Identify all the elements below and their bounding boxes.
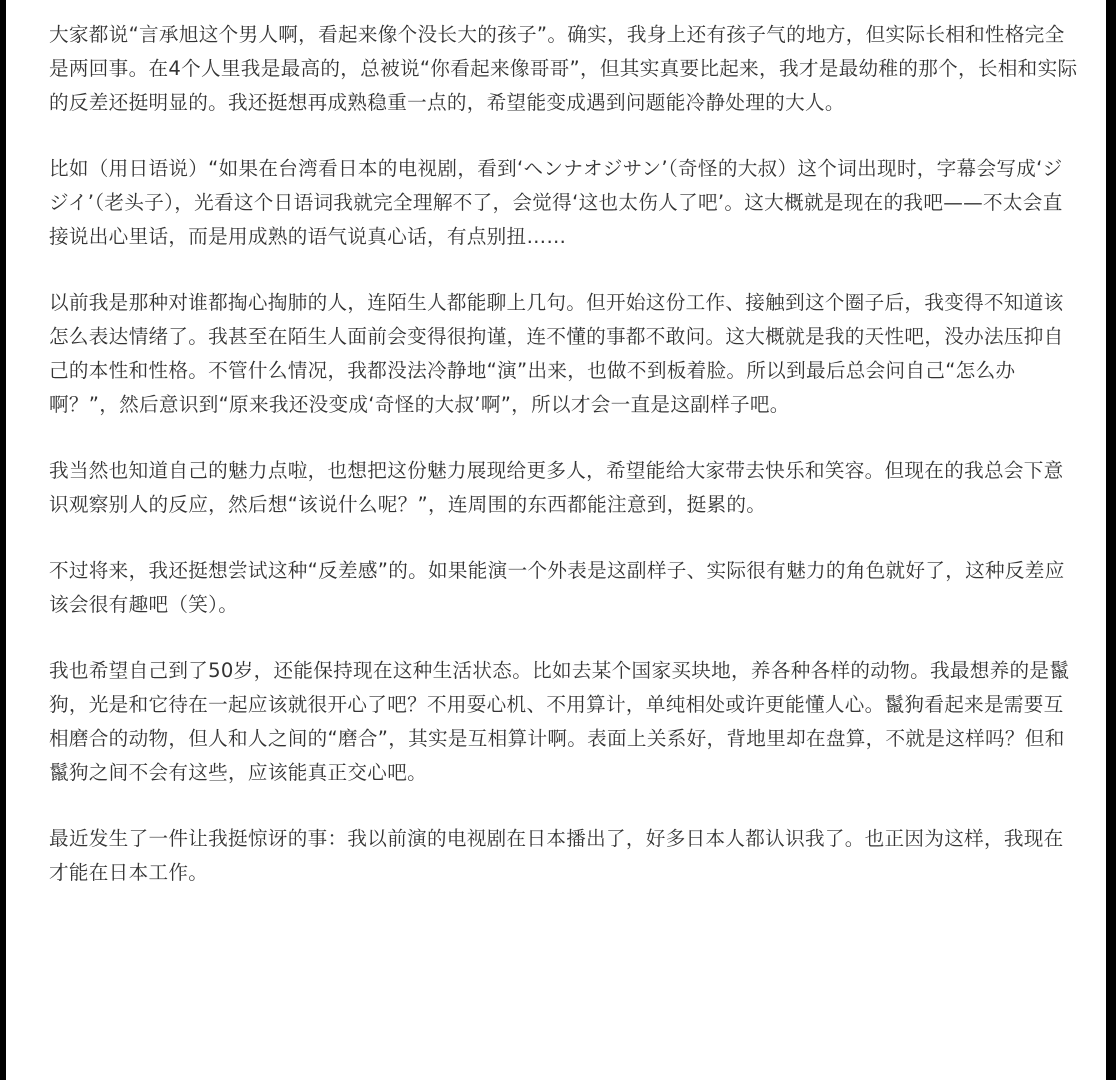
paragraph-6: 我也希望自己到了50岁，还能保持现在这种生活状态。比如去某个国家买块地，养各种各样的动物。我最想养的是鬣狗，光是和它待在一起应该就很开心了吧？不用耍心机、不用算计，单纯相处或许更能懂人心。鬣狗看起来是需要互相磨合的动物，但人和人之间的“磨合”，其实是互相算计啊。表面上关系好，背地里却在盘算，不就是这样吗？但和鬣狗之间不会有这些，应该能真正交心吧。 [49,659,1070,784]
document-page [6,0,1106,1080]
paragraph-2: 比如（用日语说）“如果在台湾看日本的电视剧，看到‘ヘンナオジサン’（奇怪的大叔）这个词出现时，字幕会写成‘ジジイ’（老头子），光看这个日语词我就完全理解不了，会觉得‘这也太伤人了吧’。这大概就是现在的我吧——不太会直接说出心里话，而是用成熟的语气说真心话，有点别扭…… [49,157,1063,248]
article-body [49,18,1079,922]
paragraph-5: 不过将来，我还挺想尝试这种“反差感”的。如果能演一个外表是这副样子、实际很有魅力的角色就好了，这种反差应该会很有趣吧（笑）。 [49,559,1065,616]
paragraph-4: 我当然也知道自己的魅力点啦，也想把这份魅力展现给更多人，希望能给大家带去快乐和笑容。但现在的我总会下意识观察别人的反应，然后想“该说什么呢？”，连周围的东西都能注意到，挺累的。 [49,459,1064,516]
paragraph-3: 以前我是那种对谁都掏心掏肺的人，连陌生人都能聊上几句。但开始这份工作、接触到这个圈子后，我变得不知道该怎么表达情绪了。我甚至在陌生人面前会变得很拘谨，连不懂的事都不敢问。这大概就是我的天性吧，没办法压抑自己的本性和性格。不管什么情况，我都没法冷静地“演”出来，也做不到板着脸。所以到最后总会问自己“怎么办啊？”，然后意识到“原来我还没变成‘奇怪的大叔’啊”，所以才会一直是这副样子吧。 [49,291,1064,416]
paragraph-7: 最近发生了一件让我挺惊讶的事：我以前演的电视剧在日本播出了，好多日本人都认识我了。也正因为这样，我现在才能在日本工作。 [49,827,1064,884]
paragraph-1: 大家都说“言承旭这个男人啊，看起来像个没长大的孩子”。确实，我身上还有孩子气的地方，但实际长相和性格完全是两回事。在4个人里我是最高的，总被说“你看起来像哥哥”，但其实真要比起来，我才是最幼稚的那个，长相和实际的反差还挺明显的。我还挺想再成熟稳重一点的，希望能变成遇到问题能冷静处理的大人。 [49,23,1078,114]
